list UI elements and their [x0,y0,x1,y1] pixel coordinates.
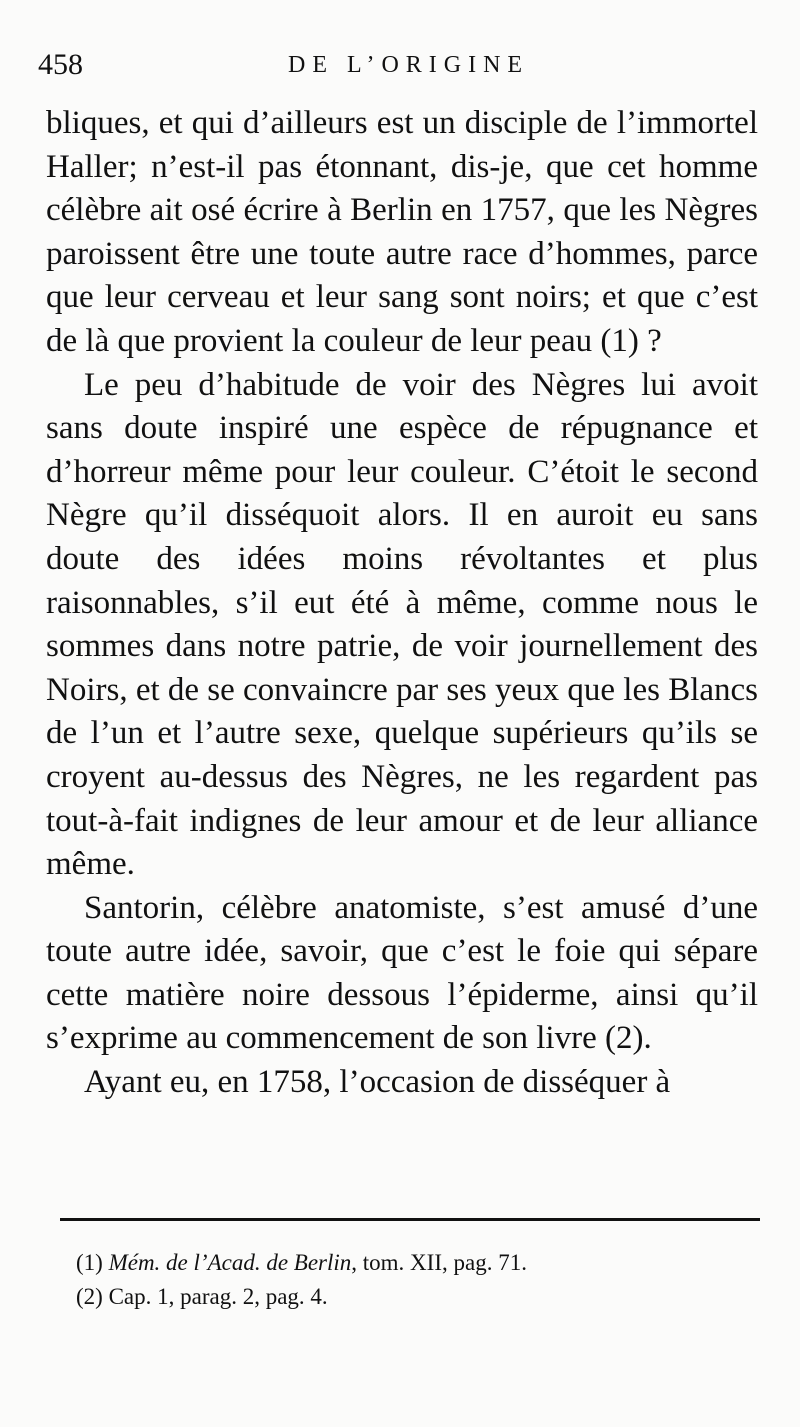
paragraph-4: Ayant eu, en 1758, l’occasion de disséquer à [84,1064,671,1101]
footnote-number: (2) [76,1284,103,1309]
footnote-divider [60,1218,760,1221]
body-text [46,102,758,1105]
paragraph-1: bliques, et qui d’ailleurs est un disciple de l’immortel Haller; n’est-il pas étonnant, dis-je, que cet homme célèbre ait osé écrire à Berlin en 1757, que les Nègres paroissent être une toute autre race d’hommes, parce que leur cerveau et leur sang sont noirs; et que c’est de là que provient la couleur de leur peau (1) ? [46,105,758,359]
page-number: 458 [38,48,83,81]
footnote-number: (1) [76,1250,103,1275]
page-header [38,48,758,88]
paragraph-2: Le peu d’habitude de voir des Nègres lui avoit sans doute inspiré une espèce de répugnance et d’horreur même pour leur couleur. C’étoit le second Nègre qu’il disséquoit alors. Il en auroit eu sans doute des idées moins révoltantes et plus raisonnables, s’il eut été à même, comme nous le sommes dans notre patrie, de voir journellement des Noirs, et de se convaincre par ses yeux que les Blancs de l’un et l’autre sexe, quelque supérieurs qu’ils se croyent au-dessus des Nègres, ne les regardent pas tout-à-fait indignes de leur amour et de leur alliance même. [46,366,759,883]
footnote-text: Cap. 1, parag. 2, pag. 4. [108,1284,328,1309]
footnote-2 [76,1280,766,1314]
footnotes [76,1246,766,1314]
running-title: DE L’ORIGINE [288,52,530,78]
footnote-1 [76,1246,766,1280]
paragraph-3: Santorin, célèbre anatomiste, s’est amusé d’une toute autre idée, savoir, que c’est le foie qui sépare cette matière noire dessous l’épiderme, ainsi qu’il s’exprime au commencement de son livre (2). [46,889,758,1057]
footnote-citation-details: , tom. XII, pag. 71. [351,1250,527,1275]
footnote-citation: Mém. de l’Acad. de Berlin [108,1250,352,1275]
